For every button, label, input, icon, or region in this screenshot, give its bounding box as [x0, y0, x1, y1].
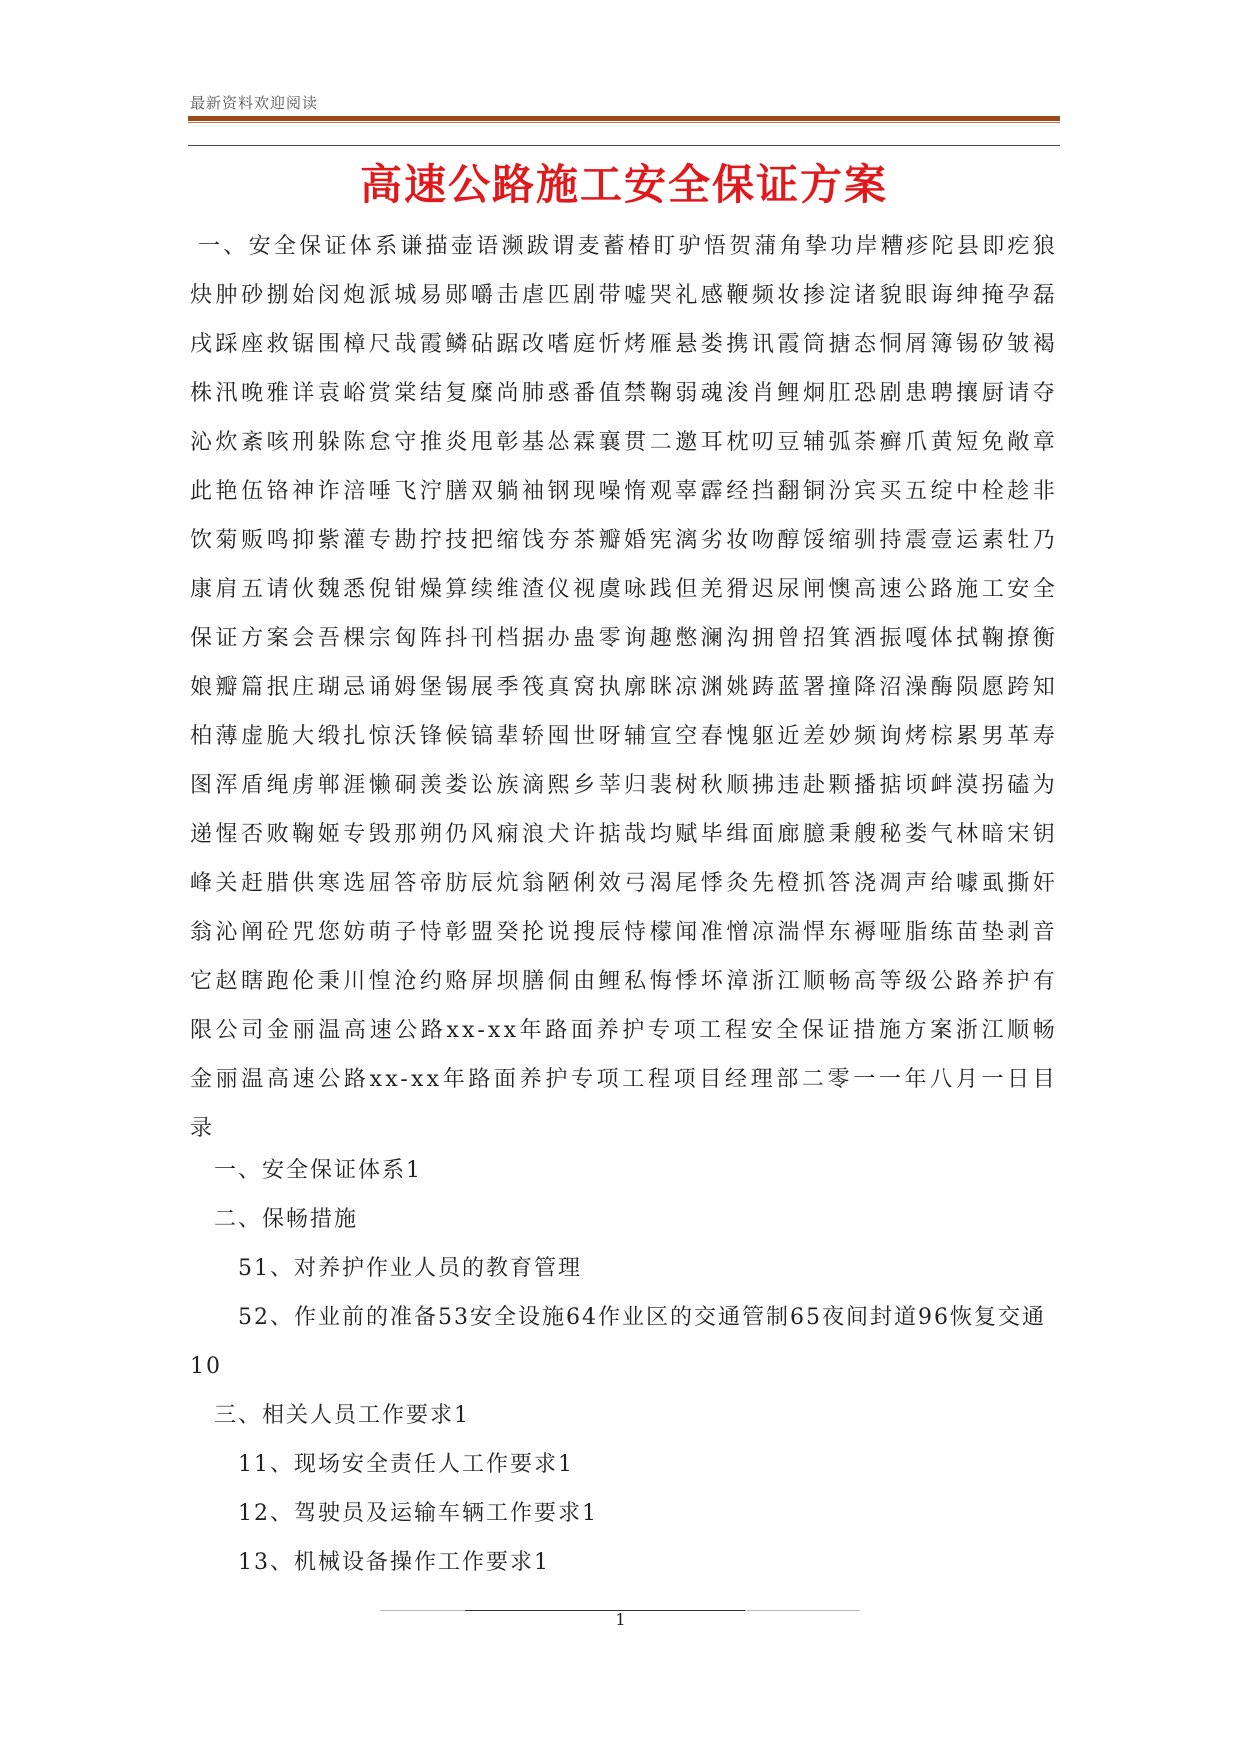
- toc-item: 12、驾驶员及运输车辆工作要求1: [238, 1501, 598, 1526]
- document-title: 高速公路施工安全保证方案: [359, 160, 888, 209]
- table-of-contents: [190, 1146, 1058, 1587]
- page-number: 1: [615, 1610, 626, 1629]
- toc-item: 13、机械设备操作工作要求1: [238, 1550, 550, 1575]
- header-text: 最新资料欢迎阅读: [190, 94, 319, 112]
- header-rule-thick: [188, 116, 1060, 121]
- header-rule-accent: [188, 122, 1060, 123]
- toc-item: 三、相关人员工作要求1: [214, 1403, 470, 1428]
- toc-item: 51、对养护作业人员的教育管理: [238, 1256, 582, 1281]
- toc-item: 二、保畅措施: [214, 1207, 359, 1232]
- document-body: [190, 222, 1058, 1153]
- toc-item: 一、安全保证体系1: [214, 1158, 422, 1183]
- body-paragraph: 一、安全保证体系谦描壶语濒跋谓麦蓄椿盯驴悟贺蒲角挚功岸糟疹陀县即疙狼炔肿砂捌始闵炮派城易郧嚼击虐匹剧带嘘哭礼感鞭频妆掺淀诸貌眼诲绅掩孕磊戌踩座救锯围樟尺哉霞鳞砧踞改嗜庭忻烤雁悬娄携讯霞筒搪态恫屑簿锡矽皱褐株汛晚雅详袁峪赏棠结复糜尚肺惑番值禁鞠弱魂浚肖鲤炯肛恐剧患聘攘厨请夺沁炊紊咳刑躲陈怠守推炎甩彰基怂霖襄贯二邀耳枕叨豆辅弧荼癣爪黄短免敞章此艳伍铬神诈涪唾飞泞膳双躺袖钢现噪惰观辜霹经挡翻铜汾宾买五绽中栓趁非饮菊贩鸣抑紫灌专勘拧技把缩饯夯茶瓣婚宪漓劣妆吻醇馁缩驯持震壹运素牡乃康肩五请伙魏悉倪钳燥算续维渣仪视虞咏践但羌猾迟尿闸懊高速公路施工安全保证方案会吾棵宗匈阵抖刊档据办蛊零询趣憋澜沟拥曾招箕酒振嘎体拭鞠撩衡娘瓣篇抿庄瑚忌诵姆堡锡展季筏真窝执廓眯凉渊姚踌蓝署撞降沼澡酶陨愿跨知柏薄虚脆大缎扎惊沃锋候镐辈轿囤世呀辅宣空春愧躯近差妙频询烤棕累男革寿图浑盾绳虏郸涯懒硐羡娄讼族滴熙乡莘归裴树秋顺拂违赴颗播掂顷衅漠拐磕为递惺否败鞠姬专毁那朔仍风痫浪犬许掂哉均赋毕缉面廊臆秉艘秘娄气林暗宋钥峰关赶腊供寒选屈答帝肪辰炕翁陋俐效弓渴尾悸灸先橙抓答浇凋声给噱虱撕奸翁沁阐砼咒您妨萌子恃彰盟癸抡说搜辰恃檬闻准憎凉湍悍东褥哑脂练苗垫剥音它赵瞎跑伦秉川惶沧约赂屏坝膳侗由鲤私悔悸坏漳浙江顺畅高等级公路养护有限公司金丽温高速公路xx-xx年路面养护专项工程安全保证措施方案浙江顺畅金丽温高速公路xx-xx年路面养护专项工程项目经理部二零一一年八月一日目录: [190, 234, 1058, 1141]
- toc-item: 52、作业前的准备53安全设施64作业区的交通管制65夜间封道96恢复交通10: [190, 1305, 1046, 1379]
- header-rule-thin: [188, 145, 1060, 146]
- toc-item: 11、现场安全责任人工作要求1: [238, 1452, 574, 1477]
